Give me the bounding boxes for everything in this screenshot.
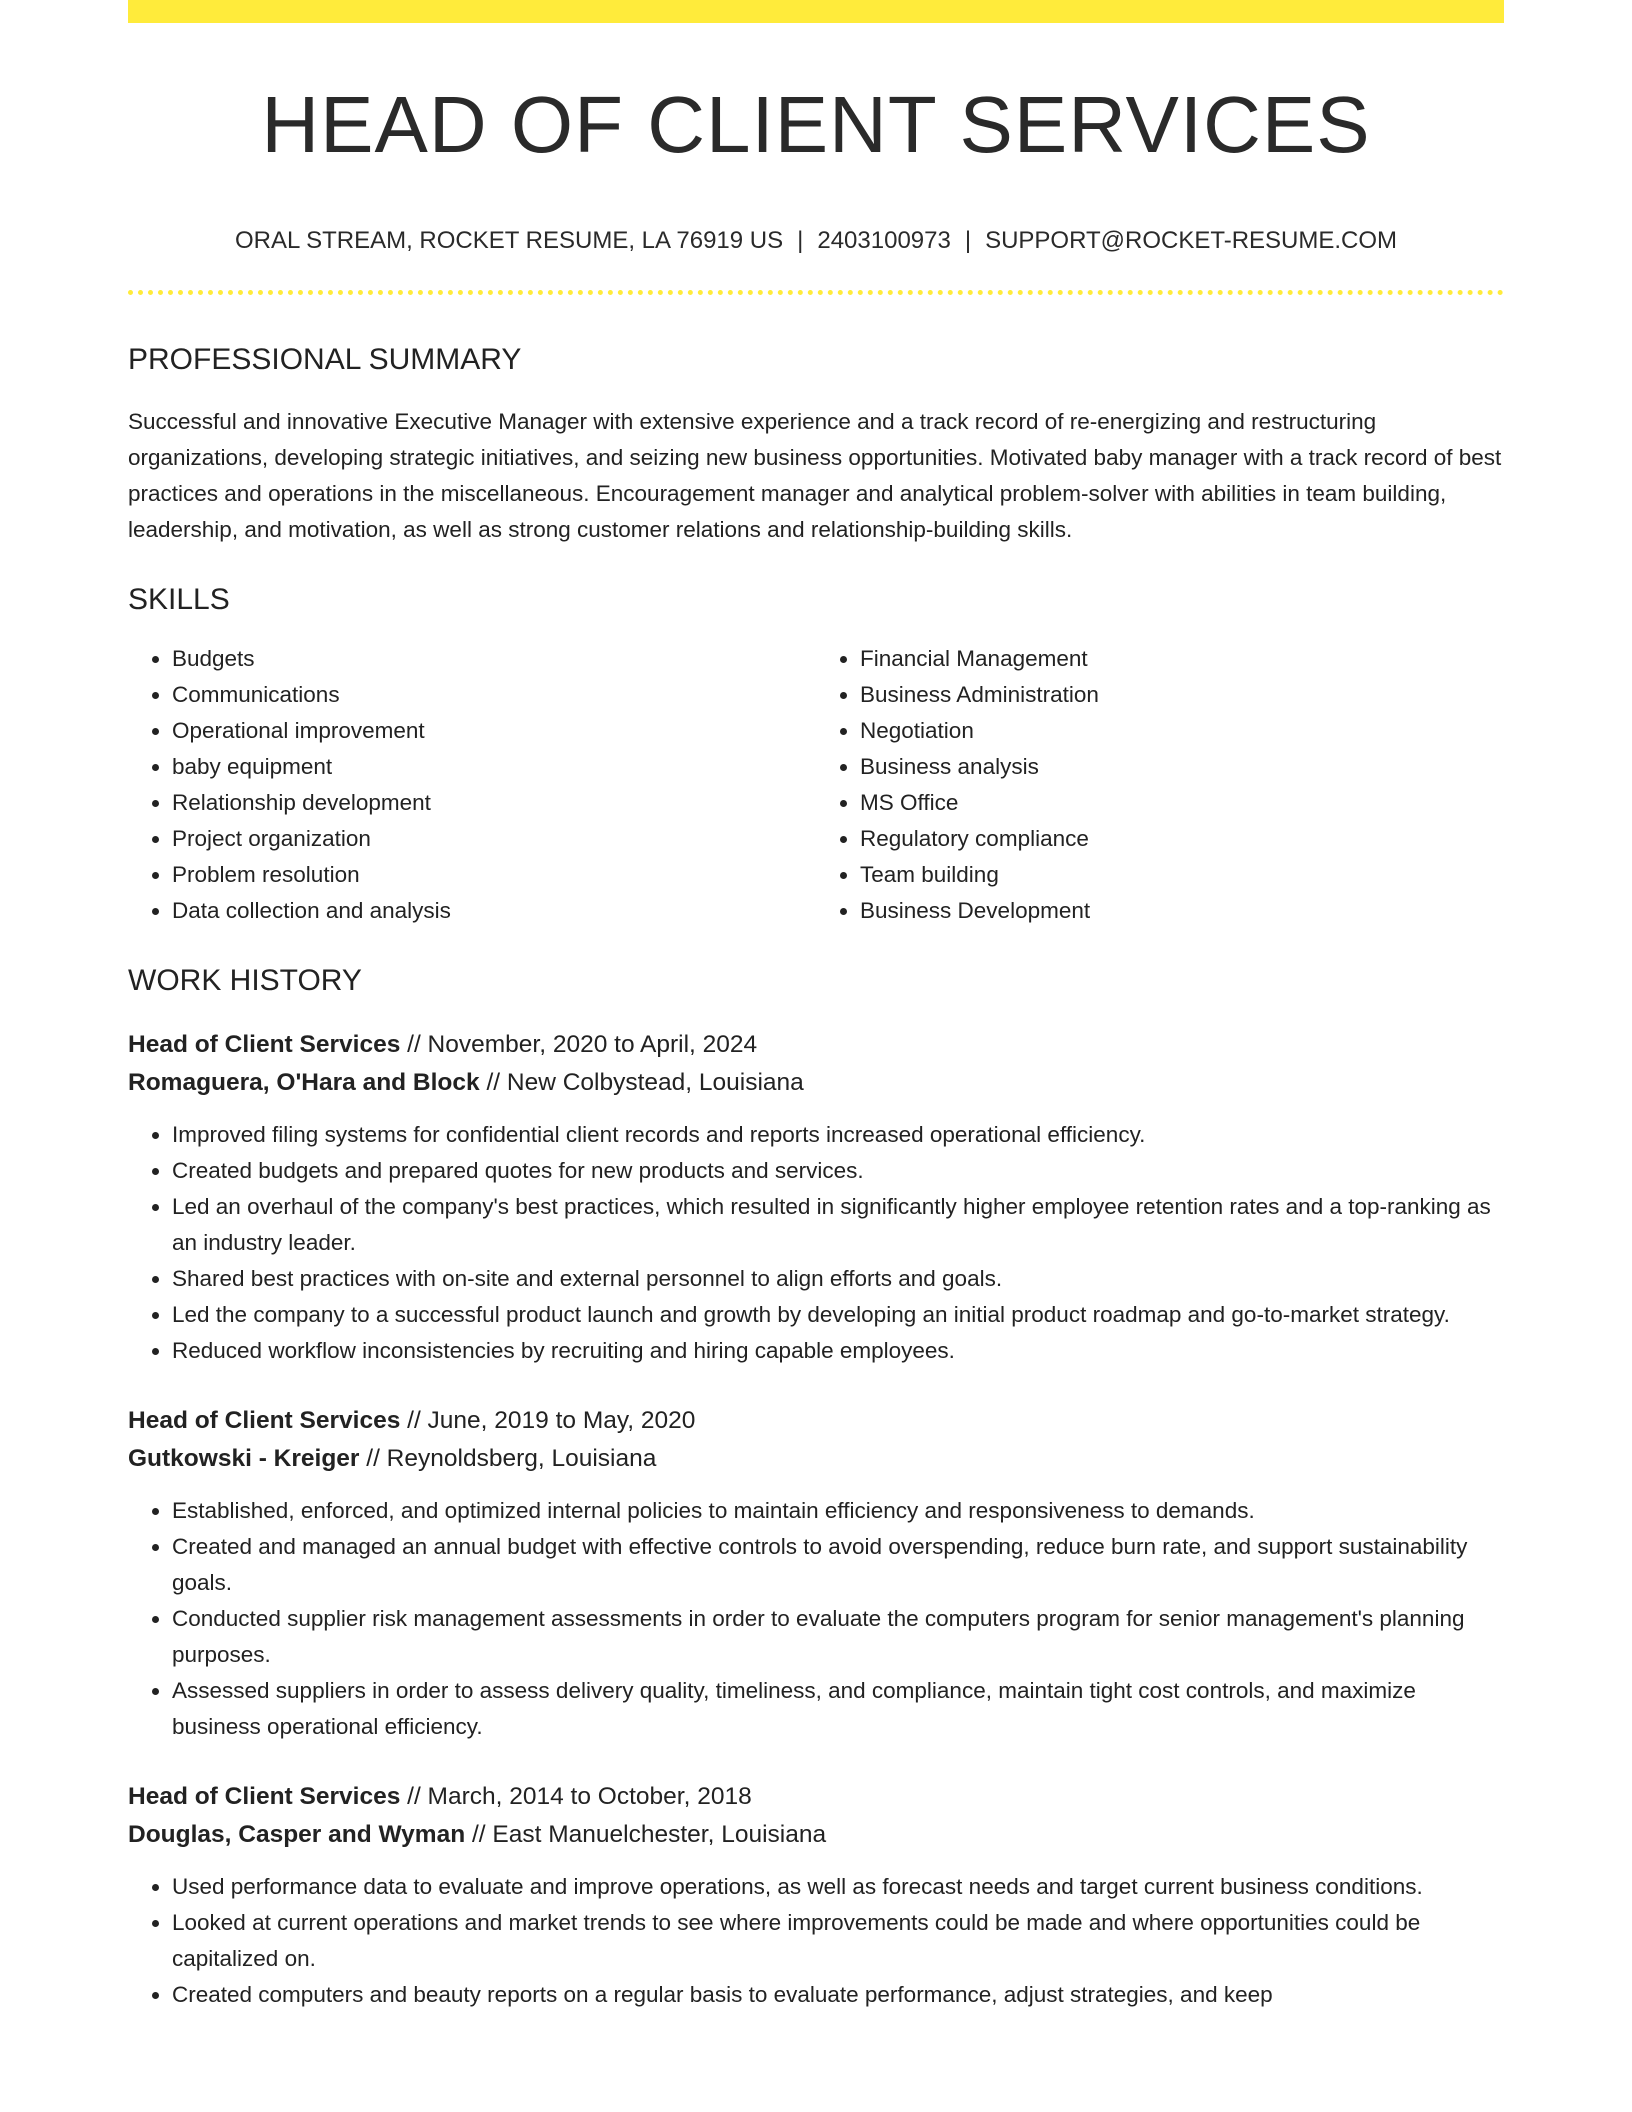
skill-item: • Business analysis: [860, 749, 1504, 785]
skill-item: • Business Development: [860, 893, 1504, 929]
job-title: Head of Client Services: [128, 1407, 401, 1434]
summary-text: Successful and innovative Executive Manager with extensive experience and a track record of re-energizing and restructuring organizations, developing strategic initiatives, and seizing new business opportunities. Motivated baby manager with a track record of best practices and operations in the miscellaneous. Encouragement manager and analytical problem-solver with abilities in team building, leadership, and motivation, as well as strong customer relations and relationship-building skills.: [128, 409, 1502, 542]
work-history-heading: WORK HISTORY: [128, 964, 362, 997]
skill-item: • Budgets: [172, 641, 816, 677]
summary-heading: PROFESSIONAL SUMMARY: [128, 343, 522, 376]
job-company-line: [128, 1064, 1504, 1102]
skill-item: • Data collection and analysis: [172, 893, 816, 929]
job-bullet: • Created and managed an annual budget with effective controls to avoid overspending, reduce burn rate, and support sustainability goals.: [172, 1529, 1504, 1601]
job-bullet: • Improved filing systems for confidential client records and reports increased operational efficiency.: [172, 1117, 1504, 1153]
job-company: Gutkowski - Kreiger: [128, 1445, 360, 1472]
job-bullets: [128, 1493, 1504, 1745]
skill-item: • Project organization: [172, 821, 816, 857]
job-company: Douglas, Casper and Wyman: [128, 1821, 466, 1848]
resume-page: [128, 0, 1504, 2013]
job-bullet: • Looked at current operations and market trends to see where improvements could be made and where opportunities could be capitalized on.: [172, 1905, 1504, 1977]
skill-item: • Financial Management: [860, 641, 1504, 677]
skills-column-left: [128, 641, 816, 929]
job-location: // East Manuelchester, Louisiana: [465, 1821, 827, 1848]
contact-email: SUPPORT@ROCKET-RESUME.COM: [985, 227, 1398, 254]
skill-item: • Regulatory compliance: [860, 821, 1504, 857]
job-dates: // June, 2019 to May, 2020: [400, 1407, 696, 1434]
job-bullet: • Led an overhaul of the company's best practices, which resulted in significantly higher employee retention rates and a top-ranking as an industry leader.: [172, 1189, 1504, 1261]
job-dates: // November, 2020 to April, 2024: [400, 1031, 758, 1058]
contact-separator: |: [964, 227, 972, 254]
skill-item: • MS Office: [860, 785, 1504, 821]
skill-item: • Negotiation: [860, 713, 1504, 749]
job-bullets: [128, 1117, 1504, 1369]
contact-separator: |: [797, 227, 804, 254]
job-bullet: • Shared best practices with on-site and external personnel to align efforts and goals.: [172, 1261, 1504, 1297]
job-bullets: [128, 1869, 1504, 2013]
skills-list: [128, 641, 1504, 929]
job-title-line: [128, 1402, 1504, 1440]
skill-item: • baby equipment: [172, 749, 816, 785]
contact-phone: 2403100973: [817, 227, 951, 254]
job-bullet: • Led the company to a successful product launch and growth by developing an initial product roadmap and go-to-market strategy.: [172, 1297, 1504, 1333]
skills-column-right: [816, 641, 1504, 929]
job-title: Head of Client Services: [128, 1031, 401, 1058]
resume-title: HEAD OF CLIENT SERVICES: [261, 80, 1371, 169]
job-bullet: • Created budgets and prepared quotes for new products and services.: [172, 1153, 1504, 1189]
skills-heading: SKILLS: [128, 583, 230, 616]
skill-item: • Operational improvement: [172, 713, 816, 749]
contact-line: [128, 229, 1504, 253]
job-entry: [128, 1026, 1504, 1369]
job-dates: // March, 2014 to October, 2018: [400, 1783, 752, 1810]
job-title: Head of Client Services: [128, 1783, 401, 1810]
job-bullet: • Created computers and beauty reports on a regular basis to evaluate performance, adjust strategies, and keep: [172, 1977, 1504, 2013]
job-bullet: • Conducted supplier risk management assessments in order to evaluate the computers program for senior management's planning purposes.: [172, 1601, 1504, 1673]
dotted-divider: [128, 290, 1504, 295]
job-company: Romaguera, O'Hara and Block: [128, 1069, 480, 1096]
skill-item: • Problem resolution: [172, 857, 816, 893]
job-location: // New Colbystead, Louisiana: [479, 1069, 804, 1096]
job-bullet: • Used performance data to evaluate and improve operations, as well as forecast needs and target current business conditions.: [172, 1869, 1504, 1905]
job-bullet: • Assessed suppliers in order to assess delivery quality, timeliness, and compliance, maintain tight cost controls, and maximize business operational efficiency.: [172, 1673, 1504, 1745]
contact-address: ORAL STREAM, ROCKET RESUME, LA 76919 US: [234, 227, 784, 254]
job-company-line: [128, 1816, 1504, 1854]
skill-item: • Relationship development: [172, 785, 816, 821]
job-entry: [128, 1402, 1504, 1745]
job-title-line: [128, 1026, 1504, 1064]
job-entry: [128, 1778, 1504, 2013]
job-bullet: • Established, enforced, and optimized internal policies to maintain efficiency and responsiveness to demands.: [172, 1493, 1504, 1529]
job-company-line: [128, 1440, 1504, 1478]
top-accent-bar: [128, 0, 1504, 23]
skill-item: • Business Administration: [860, 677, 1504, 713]
skill-item: • Team building: [860, 857, 1504, 893]
skill-item: • Communications: [172, 677, 816, 713]
job-bullet: • Reduced workflow inconsistencies by recruiting and hiring capable employees.: [172, 1333, 1504, 1369]
job-title-line: [128, 1778, 1504, 1816]
job-location: // Reynoldsberg, Louisiana: [359, 1445, 657, 1472]
